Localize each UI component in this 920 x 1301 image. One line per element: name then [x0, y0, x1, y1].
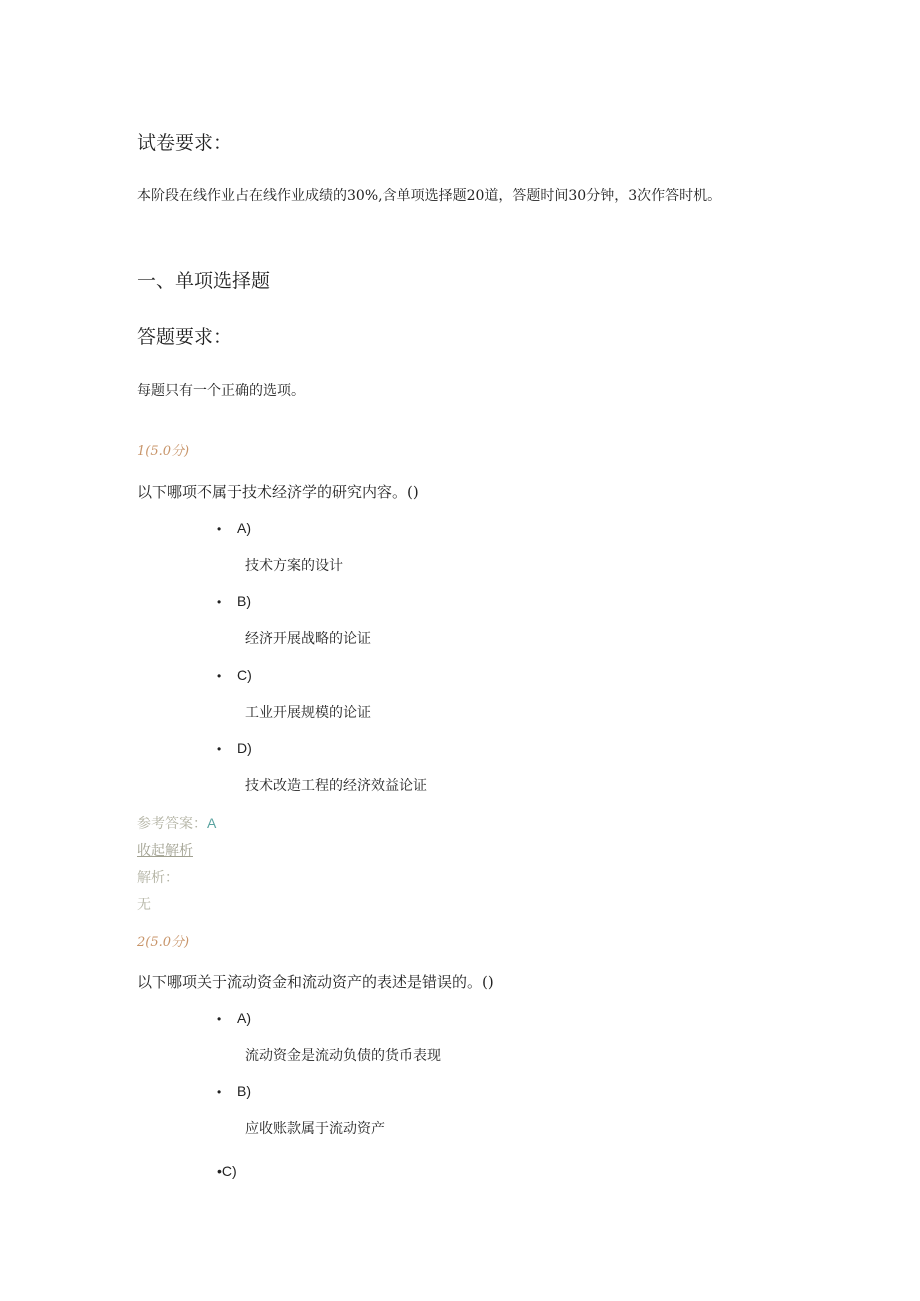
- question-2-option-b-text: 应收账款属于流动资产: [245, 1121, 385, 1137]
- question-2-score: 2(5.0分): [137, 935, 190, 950]
- answer-requirements-title: 答题要求：: [137, 326, 233, 348]
- option-label: D): [237, 740, 252, 756]
- question-1-stem: 以下哪项不属于技术经济学的研究内容。(): [137, 483, 419, 501]
- question-2-option-c[interactable]: •C): [217, 1163, 237, 1179]
- bullet-icon: •: [217, 742, 222, 756]
- question-2-option-a[interactable]: [217, 1010, 251, 1026]
- question-1-option-a-text: 技术方案的设计: [245, 558, 343, 574]
- question-1-reference-answer: [137, 813, 216, 833]
- bullet-icon: •: [217, 522, 222, 536]
- bullet-icon: •: [217, 1085, 222, 1099]
- bullet-icon: •: [217, 669, 222, 683]
- analysis-label: 解析：: [137, 870, 179, 886]
- option-label: C): [237, 667, 252, 683]
- answer-requirements-text: 每题只有一个正确的选项。: [137, 383, 305, 399]
- option-label: B): [237, 1083, 251, 1099]
- question-1-option-d-text: 技术改造工程的经济效益论证: [245, 778, 427, 794]
- question-2-option-b[interactable]: [217, 1083, 251, 1099]
- question-1-option-b[interactable]: [217, 593, 251, 609]
- option-label: A): [237, 520, 251, 536]
- question-1-score: 1(5.0分): [137, 444, 190, 459]
- bullet-icon: •: [217, 1012, 222, 1026]
- question-1-option-b-text: 经济开展战略的论证: [245, 631, 371, 647]
- reference-answer-label: 参考答案：: [137, 816, 207, 832]
- question-2-stem: 以下哪项关于流动资金和流动资产的表述是错误的。(): [137, 973, 494, 991]
- question-1-option-a[interactable]: [217, 520, 251, 536]
- question-1-option-c-text: 工业开展规模的论证: [245, 705, 371, 721]
- question-2-option-a-text: 流动资金是流动负债的货币表现: [245, 1048, 441, 1064]
- option-label: A): [237, 1010, 251, 1026]
- collapse-analysis-link[interactable]: 收起解析: [137, 843, 193, 859]
- section-title: 一、单项选择题: [137, 270, 271, 292]
- question-1-option-d[interactable]: [217, 740, 252, 756]
- bullet-icon: •: [217, 595, 222, 609]
- option-label: B): [237, 593, 251, 609]
- exam-requirements-text: 本阶段在线作业占在线作业成绩的30%,含单项选择题20道，答题时间30分钟，3次作答时机。: [137, 188, 722, 204]
- question-1-option-c[interactable]: [217, 667, 252, 683]
- analysis-text: 无: [137, 897, 151, 913]
- reference-answer-value: A: [207, 815, 217, 831]
- exam-requirements-title: 试卷要求：: [137, 132, 233, 154]
